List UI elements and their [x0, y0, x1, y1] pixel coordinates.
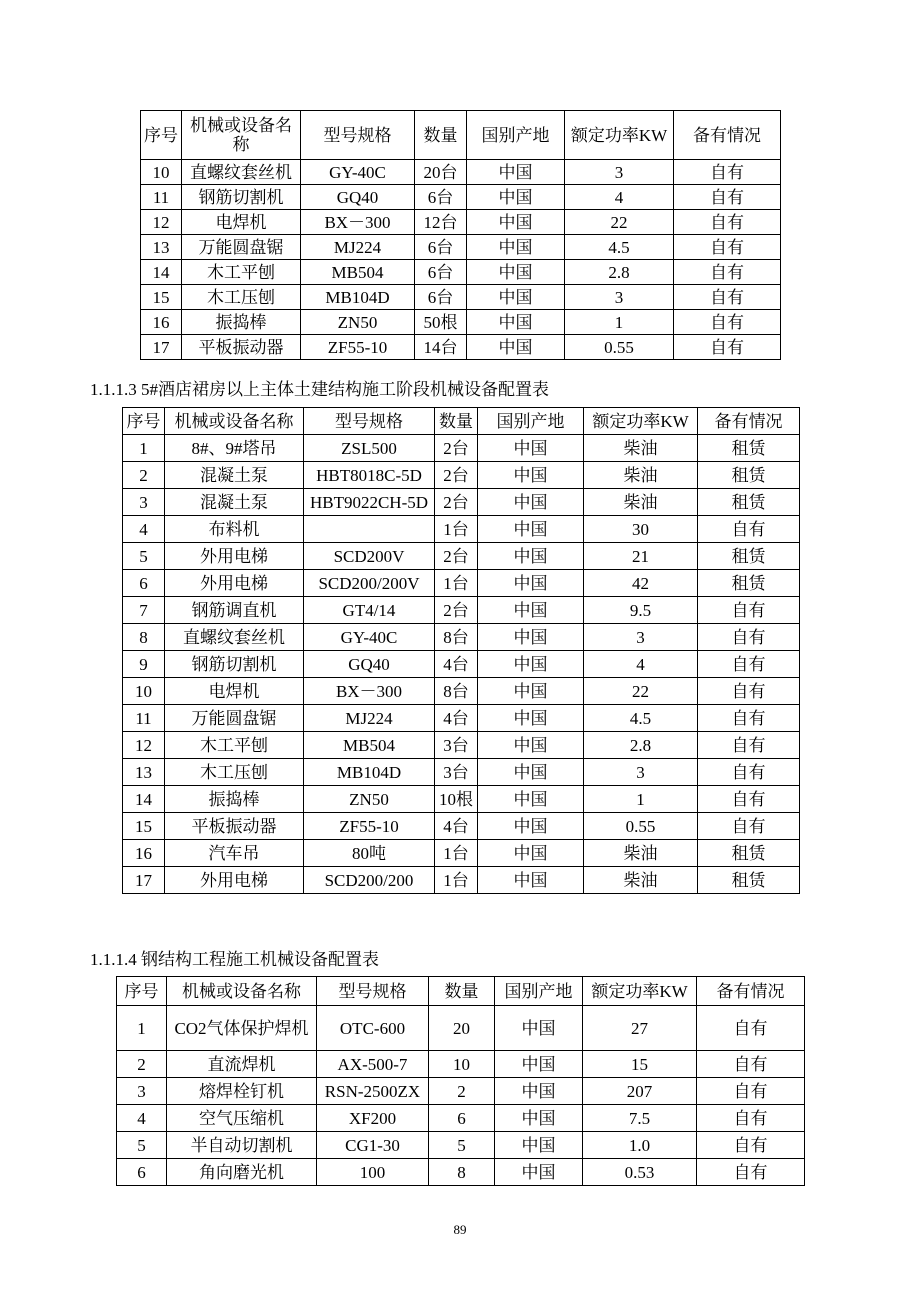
- table-row: [117, 1132, 805, 1159]
- header-row: [117, 977, 805, 1006]
- table-cell: 中国: [478, 489, 584, 516]
- table-cell: 中国: [478, 867, 584, 894]
- table-cell: ZF55-10: [301, 335, 415, 360]
- table-cell: 2.8: [565, 260, 674, 285]
- table-cell: 柴油: [584, 435, 698, 462]
- table-cell: 自有: [674, 235, 781, 260]
- table-cell: AX-500-7: [317, 1051, 429, 1078]
- table-cell: GY-40C: [304, 624, 435, 651]
- header-cell: 数量: [415, 111, 467, 160]
- table-cell: 自有: [698, 813, 800, 840]
- table-cell: 中国: [478, 813, 584, 840]
- table-cell: MB504: [304, 732, 435, 759]
- table-cell: 中国: [467, 310, 565, 335]
- table-cell: 4: [117, 1105, 167, 1132]
- table-cell: 6: [429, 1105, 495, 1132]
- table-cell: 7: [123, 597, 165, 624]
- table-cell: 中国: [478, 705, 584, 732]
- table-cell: 1.0: [583, 1132, 697, 1159]
- header-cell: 数量: [429, 977, 495, 1006]
- table-row: [123, 840, 800, 867]
- table-cell: 中国: [467, 235, 565, 260]
- table-cell: 2台: [435, 543, 478, 570]
- table-cell: 中国: [495, 1006, 583, 1051]
- table-row: [123, 867, 800, 894]
- table-cell: 3: [117, 1078, 167, 1105]
- header-cell: 机械或设备名称: [165, 408, 304, 435]
- table-cell: 7.5: [583, 1105, 697, 1132]
- table-row: [123, 597, 800, 624]
- table-cell: 木工压刨: [165, 759, 304, 786]
- table-cell: HBT8018C-5D: [304, 462, 435, 489]
- header-cell: 数量: [435, 408, 478, 435]
- table-cell: 中国: [467, 285, 565, 310]
- table-cell: 1: [123, 435, 165, 462]
- table-cell: 自有: [698, 759, 800, 786]
- table-cell: 10: [141, 160, 182, 185]
- table-cell: 15: [583, 1051, 697, 1078]
- table-cell: 中国: [467, 160, 565, 185]
- table-cell: 10: [123, 678, 165, 705]
- table-cell: 外用电梯: [165, 543, 304, 570]
- table-cell: 自有: [697, 1006, 805, 1051]
- table-cell: 万能圆盘锯: [165, 705, 304, 732]
- table-row: [123, 435, 800, 462]
- table-cell: 电焊机: [165, 678, 304, 705]
- table-cell: 0.55: [584, 813, 698, 840]
- table-cell: 自有: [697, 1105, 805, 1132]
- table-cell: 外用电梯: [165, 867, 304, 894]
- table-cell: 2: [429, 1078, 495, 1105]
- table-cell: 自有: [674, 285, 781, 310]
- table-row: [141, 285, 781, 310]
- table-cell: 租赁: [698, 840, 800, 867]
- table-cell: 自有: [698, 516, 800, 543]
- table-cell: MB104D: [304, 759, 435, 786]
- table-cell: CG1-30: [317, 1132, 429, 1159]
- table-cell: 直流焊机: [167, 1051, 317, 1078]
- table-row: [123, 705, 800, 732]
- table-cell: 中国: [467, 260, 565, 285]
- table-cell: 中国: [478, 651, 584, 678]
- table-cell: 自有: [698, 678, 800, 705]
- table-cell: ZSL500: [304, 435, 435, 462]
- table-cell: 50根: [415, 310, 467, 335]
- table-cell: 自有: [674, 335, 781, 360]
- table-cell: 中国: [478, 678, 584, 705]
- table-cell: 15: [141, 285, 182, 310]
- table-cell: 振捣棒: [182, 310, 301, 335]
- table-cell: 6台: [415, 235, 467, 260]
- table-cell: ZF55-10: [304, 813, 435, 840]
- table-cell: 16: [141, 310, 182, 335]
- table-row: [141, 260, 781, 285]
- table-cell: GY-40C: [301, 160, 415, 185]
- table-cell: 20台: [415, 160, 467, 185]
- table-row: [123, 570, 800, 597]
- table-cell: 自有: [674, 185, 781, 210]
- table-cell: 4.5: [584, 705, 698, 732]
- table-cell: 16: [123, 840, 165, 867]
- table-cell: 外用电梯: [165, 570, 304, 597]
- table-row: [123, 813, 800, 840]
- table-cell: 混凝土泵: [165, 462, 304, 489]
- table-cell: 1台: [435, 840, 478, 867]
- table-cell: 14: [141, 260, 182, 285]
- table-row: [141, 210, 781, 235]
- table-cell: 租赁: [698, 462, 800, 489]
- table-cell: 30: [584, 516, 698, 543]
- table-cell: 14台: [415, 335, 467, 360]
- table-cell: 8#、9#塔吊: [165, 435, 304, 462]
- table-cell: 角向磨光机: [167, 1159, 317, 1186]
- table-cell: 中国: [478, 435, 584, 462]
- header-cell: 额定功率KW: [584, 408, 698, 435]
- section-heading: 1.1.1.3 5#酒店裙房以上主体土建结构施工阶段机械设备配置表: [90, 380, 549, 399]
- header-cell: 序号: [117, 977, 167, 1006]
- table-cell: 8台: [435, 624, 478, 651]
- table-cell: OTC-600: [317, 1006, 429, 1051]
- table-cell: 中国: [478, 516, 584, 543]
- table-cell: [304, 516, 435, 543]
- table-row: [123, 516, 800, 543]
- table-cell: 6台: [415, 285, 467, 310]
- table-cell: SCD200V: [304, 543, 435, 570]
- header-row: [141, 111, 781, 160]
- table-cell: 柴油: [584, 462, 698, 489]
- table-row: [141, 310, 781, 335]
- table-cell: 木工平刨: [165, 732, 304, 759]
- table-cell: 3: [584, 624, 698, 651]
- table-cell: 42: [584, 570, 698, 597]
- table-cell: 自有: [697, 1078, 805, 1105]
- table-cell: 2: [123, 462, 165, 489]
- table-cell: 中国: [478, 462, 584, 489]
- header-cell: 型号规格: [304, 408, 435, 435]
- table-row: [117, 1159, 805, 1186]
- table-cell: 3台: [435, 732, 478, 759]
- table-cell: 100: [317, 1159, 429, 1186]
- table-cell: MJ224: [304, 705, 435, 732]
- table-cell: 0.55: [565, 335, 674, 360]
- main-structure-equipment-table: [122, 407, 800, 894]
- table-cell: 中国: [478, 570, 584, 597]
- table-cell: 21: [584, 543, 698, 570]
- table-cell: 混凝土泵: [165, 489, 304, 516]
- table-cell: 2台: [435, 435, 478, 462]
- table-cell: 2台: [435, 462, 478, 489]
- table-cell: 熔焊栓钉机: [167, 1078, 317, 1105]
- table-cell: MB504: [301, 260, 415, 285]
- table-cell: 11: [141, 185, 182, 210]
- table-cell: 4.5: [565, 235, 674, 260]
- table-cell: ZN50: [304, 786, 435, 813]
- table-cell: 22: [565, 210, 674, 235]
- table-cell: 柴油: [584, 867, 698, 894]
- table-cell: 钢筋切割机: [165, 651, 304, 678]
- table-cell: 中国: [478, 840, 584, 867]
- table-cell: 空气压缩机: [167, 1105, 317, 1132]
- table-cell: 布料机: [165, 516, 304, 543]
- table-row: [123, 462, 800, 489]
- table-cell: 中国: [467, 335, 565, 360]
- table-cell: BX－300: [301, 210, 415, 235]
- table-cell: 中国: [478, 597, 584, 624]
- table-cell: 4: [123, 516, 165, 543]
- table-cell: 2.8: [584, 732, 698, 759]
- header-cell: 机械或设备名称: [167, 977, 317, 1006]
- table-row: [141, 185, 781, 210]
- table-cell: 0.53: [583, 1159, 697, 1186]
- page-number: 89: [453, 1222, 467, 1237]
- table-cell: 6: [123, 570, 165, 597]
- table-cell: 14: [123, 786, 165, 813]
- table-cell: 27: [583, 1006, 697, 1051]
- table-cell: MJ224: [301, 235, 415, 260]
- table-cell: 9: [123, 651, 165, 678]
- table-cell: 11: [123, 705, 165, 732]
- table-cell: 自有: [674, 160, 781, 185]
- table-cell: 8: [123, 624, 165, 651]
- table-cell: 电焊机: [182, 210, 301, 235]
- header-cell: 备有情况: [697, 977, 805, 1006]
- table-cell: BX－300: [304, 678, 435, 705]
- table-cell: 半自动切割机: [167, 1132, 317, 1159]
- table-cell: 自有: [697, 1159, 805, 1186]
- table-cell: XF200: [317, 1105, 429, 1132]
- table-cell: 租赁: [698, 867, 800, 894]
- table-cell: 5: [429, 1132, 495, 1159]
- table-cell: GQ40: [304, 651, 435, 678]
- table-cell: 9.5: [584, 597, 698, 624]
- table-cell: 20: [429, 1006, 495, 1051]
- table-cell: 直螺纹套丝机: [165, 624, 304, 651]
- table-cell: 平板振动器: [182, 335, 301, 360]
- header-cell: 额定功率KW: [565, 111, 674, 160]
- table-cell: 2: [117, 1051, 167, 1078]
- table-cell: 17: [123, 867, 165, 894]
- table-cell: 4台: [435, 813, 478, 840]
- table-cell: 1: [117, 1006, 167, 1051]
- header-cell: 序号: [123, 408, 165, 435]
- table-cell: 4: [584, 651, 698, 678]
- table-cell: 钢筋调直机: [165, 597, 304, 624]
- table-cell: 钢筋切割机: [182, 185, 301, 210]
- table-cell: 木工平刨: [182, 260, 301, 285]
- table-row: [117, 1078, 805, 1105]
- table-cell: 中国: [495, 1105, 583, 1132]
- table-cell: 80吨: [304, 840, 435, 867]
- table-cell: 6台: [415, 185, 467, 210]
- table-cell: 自有: [698, 732, 800, 759]
- table-cell: 10根: [435, 786, 478, 813]
- table-cell: SCD200/200: [304, 867, 435, 894]
- table-cell: 8台: [435, 678, 478, 705]
- table-cell: 自有: [697, 1132, 805, 1159]
- table-cell: 中国: [478, 759, 584, 786]
- table-cell: 中国: [467, 210, 565, 235]
- table-cell: 3台: [435, 759, 478, 786]
- table-cell: 自有: [674, 260, 781, 285]
- table-cell: 柴油: [584, 489, 698, 516]
- table-cell: 8: [429, 1159, 495, 1186]
- table-cell: 15: [123, 813, 165, 840]
- table-row: [123, 759, 800, 786]
- section-heading: 1.1.1.4 钢结构工程施工机械设备配置表: [90, 950, 379, 969]
- table-cell: 3: [584, 759, 698, 786]
- table-cell: GQ40: [301, 185, 415, 210]
- table-cell: 1: [565, 310, 674, 335]
- table-row: [123, 624, 800, 651]
- table-cell: 12: [123, 732, 165, 759]
- table-cell: 4台: [435, 705, 478, 732]
- table-cell: 中国: [478, 732, 584, 759]
- table-cell: 3: [565, 160, 674, 185]
- table-cell: CO2气体保护焊机: [167, 1006, 317, 1051]
- table-cell: 3: [565, 285, 674, 310]
- table-cell: 13: [123, 759, 165, 786]
- table-cell: 1台: [435, 570, 478, 597]
- table-cell: 22: [584, 678, 698, 705]
- table-row: [141, 160, 781, 185]
- table-cell: 中国: [495, 1132, 583, 1159]
- table-cell: 17: [141, 335, 182, 360]
- table-cell: 中国: [495, 1159, 583, 1186]
- table-cell: 自有: [697, 1051, 805, 1078]
- table-cell: 13: [141, 235, 182, 260]
- table-row: [117, 1051, 805, 1078]
- table-cell: 1: [584, 786, 698, 813]
- table-cell: 2台: [435, 597, 478, 624]
- table-cell: 直螺纹套丝机: [182, 160, 301, 185]
- header-cell: 序号: [141, 111, 182, 160]
- table-row: [123, 786, 800, 813]
- table-cell: 自有: [674, 310, 781, 335]
- table-cell: 柴油: [584, 840, 698, 867]
- table-cell: 5: [123, 543, 165, 570]
- header-cell: 国别产地: [467, 111, 565, 160]
- table-row: [117, 1105, 805, 1132]
- table-cell: 租赁: [698, 543, 800, 570]
- table-cell: HBT9022CH-5D: [304, 489, 435, 516]
- table-cell: 自有: [698, 624, 800, 651]
- table-cell: 12: [141, 210, 182, 235]
- table-cell: 1台: [435, 867, 478, 894]
- table-row: [123, 489, 800, 516]
- header-cell: 国别产地: [495, 977, 583, 1006]
- table-cell: 中国: [495, 1078, 583, 1105]
- table-row: [141, 335, 781, 360]
- header-cell: 备有情况: [674, 111, 781, 160]
- table-cell: 10: [429, 1051, 495, 1078]
- table-cell: 自有: [698, 786, 800, 813]
- table-cell: 万能圆盘锯: [182, 235, 301, 260]
- table-cell: 中国: [478, 624, 584, 651]
- table-cell: 3: [123, 489, 165, 516]
- steel-structure-equipment-table: [116, 976, 805, 1186]
- table-cell: 4: [565, 185, 674, 210]
- table-row: [123, 543, 800, 570]
- table-cell: 自有: [698, 651, 800, 678]
- table-cell: 租赁: [698, 570, 800, 597]
- table-cell: 5: [117, 1132, 167, 1159]
- table-cell: GT4/14: [304, 597, 435, 624]
- table-cell: ZN50: [301, 310, 415, 335]
- table-cell: 振捣棒: [165, 786, 304, 813]
- equipment-table-continued: [140, 110, 781, 360]
- table-cell: 木工压刨: [182, 285, 301, 310]
- table-cell: 自有: [698, 705, 800, 732]
- table-cell: RSN-2500ZX: [317, 1078, 429, 1105]
- table-cell: 207: [583, 1078, 697, 1105]
- table-cell: 12台: [415, 210, 467, 235]
- table-row: [123, 651, 800, 678]
- table-cell: 2台: [435, 489, 478, 516]
- table-cell: 中国: [495, 1051, 583, 1078]
- table-cell: 平板振动器: [165, 813, 304, 840]
- table-cell: 6台: [415, 260, 467, 285]
- header-row: [123, 408, 800, 435]
- table-cell: 中国: [478, 543, 584, 570]
- table-cell: 租赁: [698, 489, 800, 516]
- table-cell: 自有: [674, 210, 781, 235]
- table-cell: 1台: [435, 516, 478, 543]
- header-cell: 备有情况: [698, 408, 800, 435]
- header-cell: 型号规格: [301, 111, 415, 160]
- table-cell: 租赁: [698, 435, 800, 462]
- table-cell: 中国: [478, 786, 584, 813]
- header-cell: 国别产地: [478, 408, 584, 435]
- table-cell: 汽车吊: [165, 840, 304, 867]
- table-row: [141, 235, 781, 260]
- table-row: [117, 1006, 805, 1051]
- table-row: [123, 732, 800, 759]
- table-cell: 自有: [698, 597, 800, 624]
- table-cell: SCD200/200V: [304, 570, 435, 597]
- header-cell: 额定功率KW: [583, 977, 697, 1006]
- header-cell: 型号规格: [317, 977, 429, 1006]
- table-row: [123, 678, 800, 705]
- table-cell: 4台: [435, 651, 478, 678]
- table-cell: MB104D: [301, 285, 415, 310]
- table-cell: 6: [117, 1159, 167, 1186]
- table-cell: 中国: [467, 185, 565, 210]
- header-cell: 机械或设备名称: [182, 111, 301, 160]
